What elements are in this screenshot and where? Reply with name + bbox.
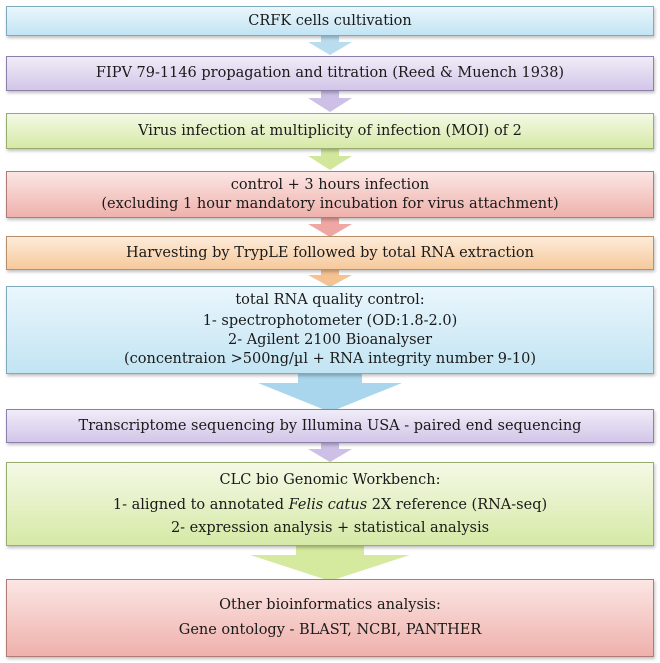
step-rna-quality-control [6,286,654,374]
step-fipv-propagation [6,56,654,91]
arrow-5-6 [306,268,354,288]
item-1-suffix: 2X reference (RNA-seq) [367,496,548,513]
step-text-title: CLC bio Genomic Workbench: [219,471,441,488]
step-text-line-1: control + 3 hours infection [230,176,430,193]
step-text: FIPV 79-1146 propagation and titration (Reed & Muench 1938) [95,65,565,81]
step-text-line-3: 2- Agilent 2100 Bioanalyser [227,332,433,348]
arrow-6-7 [256,371,404,413]
step-text-item-1 [7,496,653,515]
step-bioinformatics-analysis [6,579,654,657]
step-text-line-2: 1- spectrophotometer (OD:1.8-2.0) [202,313,458,329]
step-text-line-2: (excluding 1 hour mandatory incubation for virus attachment) [101,195,559,212]
step-control-infection [6,171,654,218]
step-clc-workbench [6,462,654,546]
step-text-line-4: (concentraion >500ng/µl + RNA integrity number 9-10) [124,351,536,367]
step-crfk-cultivation [6,6,654,36]
step-text-line-2: Gene ontology - BLAST, NCBI, PANTHER [178,622,482,638]
arrow-3-4 [306,147,354,171]
step-text: CRFK cells cultivation [248,12,412,29]
item-1-species: Felis catus [288,496,368,513]
item-1-prefix: 1- aligned to annotated [112,496,289,513]
arrow-1-2 [306,34,354,56]
step-harvesting-rna-extraction [6,236,654,270]
step-text-line-1: total RNA quality control: [235,292,425,308]
step-text: Transcriptome sequencing by Illumina USA - paired end sequencing [78,417,582,434]
step-transcriptome-sequencing [6,409,654,443]
step-text: Virus infection at multiplicity of infection (MOI) of 2 [138,122,522,139]
step-text: Harvesting by TrypLE followed by total RNA extraction [126,244,534,261]
step-virus-infection [6,113,654,149]
step-text-line-1: Other bioinformatics analysis: [219,597,441,613]
arrow-4-5 [306,216,354,238]
arrow-8-9 [248,544,412,582]
arrow-2-3 [306,89,354,113]
step-text-item-2: 2- expression analysis + statistical analysis [170,519,490,536]
arrow-7-8 [306,441,354,463]
